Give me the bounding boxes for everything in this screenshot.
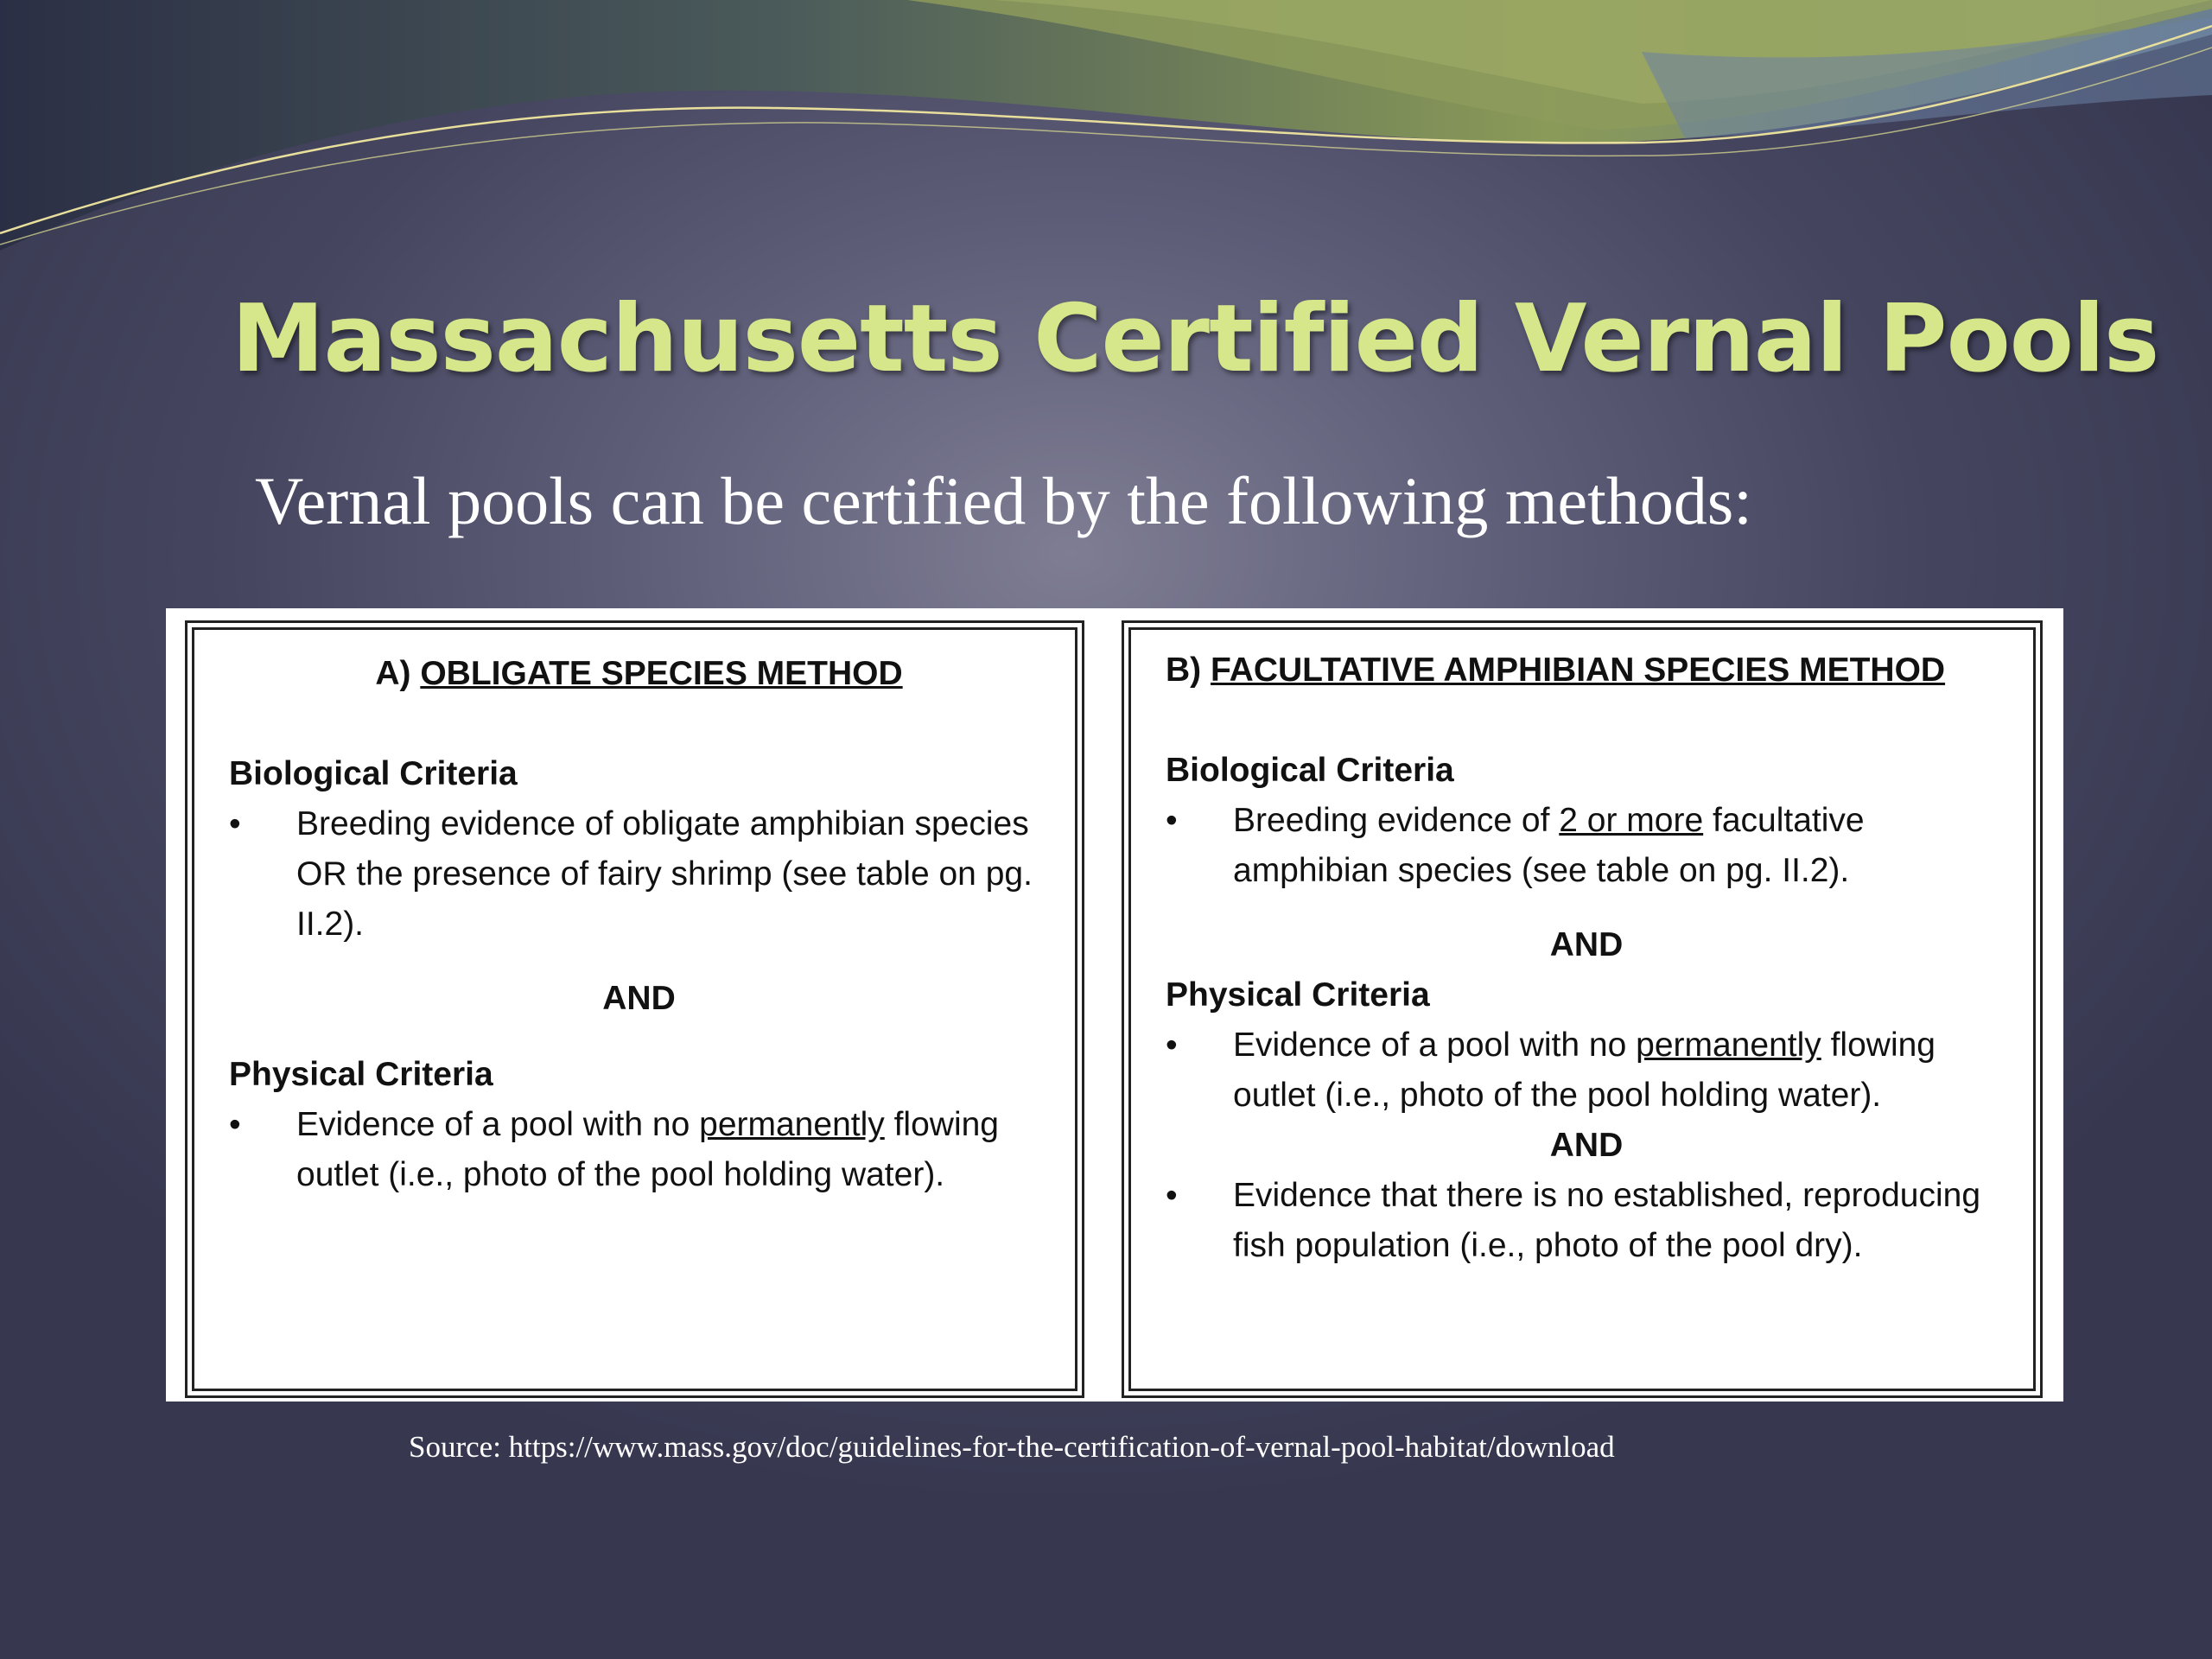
method-b-biological-label: Biological Criteria — [1166, 752, 1454, 789]
method-b-physical-label: Physical Criteria — [1166, 976, 1430, 1014]
method-a-physical-pre: Evidence of a pool with no — [296, 1106, 700, 1143]
method-b-physical-bullet-2 — [1166, 1171, 2007, 1271]
method-a-physical-post: flowing outlet (i.e., photo of the pool holding water). — [296, 1106, 999, 1193]
method-a-and: AND — [602, 980, 676, 1017]
method-b-physical-underlined: permanently — [1636, 1027, 1821, 1064]
certification-methods-figure — [166, 608, 2063, 1402]
method-a-physical-underlined: permanently — [699, 1106, 885, 1143]
method-b-prefix: B) — [1166, 652, 1202, 689]
method-b-and-2: AND — [1549, 1127, 1624, 1164]
method-b-and-1: AND — [1549, 926, 1624, 963]
bullet-dot: • — [1166, 1027, 1178, 1064]
method-b-biological-underlined: 2 or more — [1559, 802, 1704, 839]
method-a-biological-bullet — [229, 799, 1049, 950]
method-b-box — [1128, 627, 2036, 1391]
method-a-physical-label: Physical Criteria — [229, 1056, 493, 1093]
decorative-wave-banner — [0, 0, 2212, 259]
bullet-dot: • — [1166, 1177, 1178, 1214]
method-a-prefix: A) — [375, 655, 411, 692]
method-b-physical-post: flowing outlet (i.e., photo of the pool holding water). — [1233, 1027, 1936, 1114]
slide-subtitle: Vernal pools can be certified by the following methods: — [255, 463, 1752, 538]
bullet-dot: • — [1166, 802, 1178, 839]
method-a-biological-label: Biological Criteria — [229, 755, 518, 792]
method-a-title: OBLIGATE SPECIES METHOD — [420, 655, 903, 692]
method-b-title: FACULTATIVE AMPHIBIAN SPECIES METHOD — [1211, 652, 1946, 689]
method-b-biological-bullet — [1166, 796, 2007, 896]
slide-title: Massachusetts Certified Vernal Pools — [232, 285, 2159, 393]
method-b-biological-post: facultative amphibian species (see table on pg. II.2). — [1233, 802, 1865, 889]
method-a-box — [192, 627, 1077, 1391]
method-a-biological-text: Breeding evidence of obligate amphibian species OR the presence of fairy shrimp (see table on pg. II.2). — [296, 805, 1033, 943]
bullet-dot: • — [229, 805, 241, 842]
method-b-physical-bullet-1 — [1166, 1020, 2007, 1121]
method-b-biological-pre: Breeding evidence of — [1233, 802, 1560, 839]
method-b-heading — [1166, 645, 2007, 696]
method-b-physical-text-2: Evidence that there is no established, reproducing fish population (i.e., photo of the pool dry). — [1233, 1177, 1981, 1264]
method-a-heading — [229, 649, 1049, 699]
bullet-dot: • — [229, 1106, 241, 1143]
source-citation: Source: https://www.mass.gov/doc/guidelines-for-the-certification-of-vernal-pool-habitat/download — [409, 1430, 1615, 1464]
method-b-physical-pre: Evidence of a pool with no — [1233, 1027, 1637, 1064]
method-a-physical-bullet — [229, 1100, 1049, 1200]
